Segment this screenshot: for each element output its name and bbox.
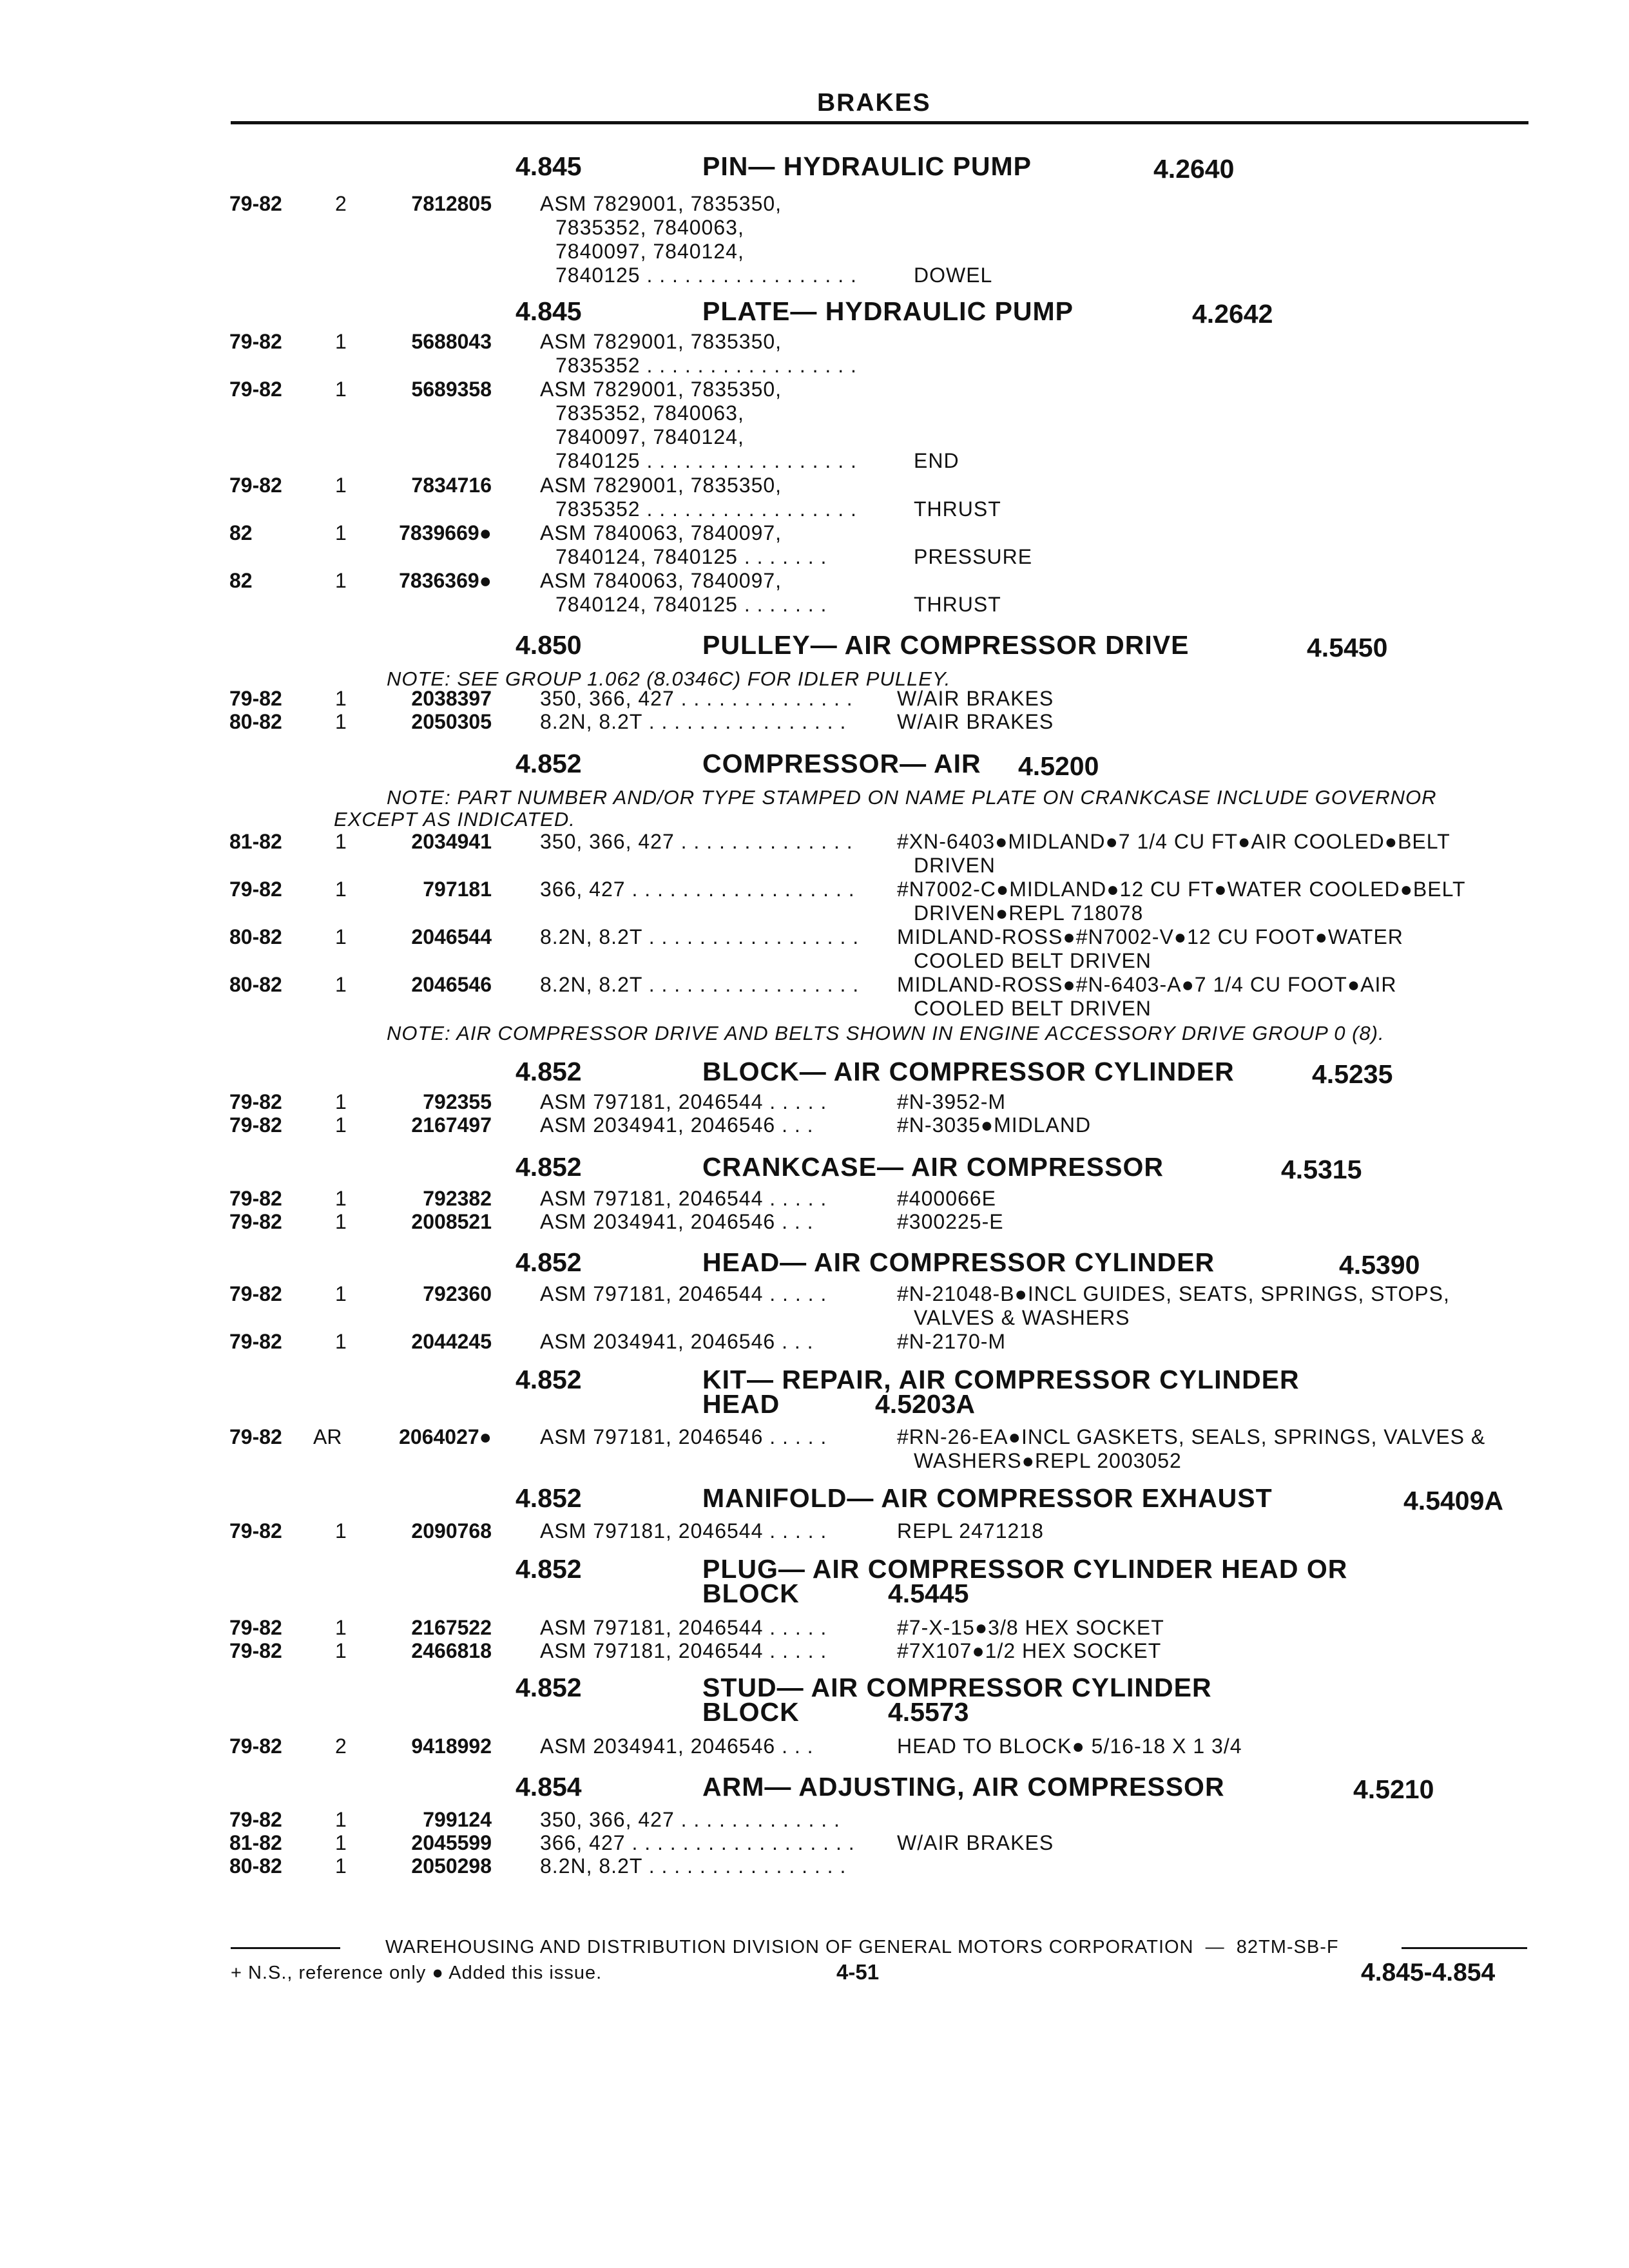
- description-line: MIDLAND-ROSS●#N7002-V●12 CU FOOT●WATER: [897, 925, 1403, 948]
- quantity: 1: [335, 1639, 347, 1662]
- usage-line: 7835352 . . . . . . . . . . . . . . . . .: [555, 354, 857, 377]
- quantity: 1: [335, 1330, 347, 1353]
- part-number: 2050298: [411, 1854, 492, 1878]
- quantity: 1: [335, 1808, 347, 1831]
- part-number: 792355: [423, 1090, 492, 1113]
- section-title: PIN— HYDRAULIC PUMP: [702, 151, 1032, 181]
- section-reference-number: 4.5573: [888, 1697, 969, 1727]
- group-number: 4.852: [516, 1247, 582, 1277]
- part-number: 2466818: [411, 1639, 492, 1662]
- part-number: 5688043: [411, 330, 492, 353]
- section-title: HEAD— AIR COMPRESSOR CYLINDER: [702, 1247, 1215, 1277]
- group-number: 4.852: [516, 749, 582, 778]
- description-line: COOLED BELT DRIVEN: [914, 997, 1152, 1020]
- usage-line: 350, 366, 427 . . . . . . . . . . . . . .: [540, 830, 853, 853]
- part-number: 2038397: [411, 687, 492, 710]
- description-line: #N-2170-M: [897, 1330, 1007, 1353]
- section-title-continued: HEAD: [702, 1389, 780, 1419]
- quantity: 1: [335, 710, 347, 733]
- group-number: 4.850: [516, 630, 582, 660]
- quantity: 1: [335, 1616, 347, 1639]
- quantity: 1: [335, 1210, 347, 1233]
- description-line: THRUST: [914, 497, 1001, 521]
- usage-line: 7840125 . . . . . . . . . . . . . . . . .: [555, 264, 857, 287]
- part-number: 7812805: [411, 192, 492, 215]
- section-title: COMPRESSOR— AIR: [702, 749, 981, 778]
- part-number: 2044245: [411, 1330, 492, 1353]
- usage-line: 7840124, 7840125 . . . . . . .: [555, 545, 827, 568]
- section-title: PULLEY— AIR COMPRESSOR DRIVE: [702, 630, 1190, 660]
- footer-rule-right: [1402, 1947, 1527, 1949]
- part-number: 2046546: [411, 973, 492, 996]
- description-line: THRUST: [914, 593, 1001, 616]
- usage-line: 7835352, 7840063,: [555, 401, 744, 425]
- section-reference-number: 4.5203A: [875, 1389, 976, 1419]
- description-line: END: [914, 449, 959, 472]
- description-line: HEAD TO BLOCK● 5/16-18 X 1 3/4: [897, 1735, 1242, 1758]
- usage-line: 8.2N, 8.2T . . . . . . . . . . . . . . . .: [540, 1854, 847, 1878]
- usage-line: 7835352 . . . . . . . . . . . . . . . . .: [555, 497, 857, 521]
- model-years: 79-82: [229, 1113, 282, 1137]
- footer-legend: + N.S., reference only ● Added this issue.: [231, 1963, 602, 1983]
- model-years: 79-82: [229, 192, 282, 215]
- model-years: 79-82: [229, 878, 282, 901]
- description-line: #XN-6403●MIDLAND●7 1/4 CU FT●AIR COOLED●BELT: [897, 830, 1451, 853]
- description-line: #N-21048-B●INCL GUIDES, SEATS, SPRINGS, STOPS,: [897, 1282, 1450, 1305]
- usage-line: ASM 797181, 2046544 . . . . .: [540, 1639, 827, 1662]
- model-years: 79-82: [229, 687, 282, 710]
- model-years: 81-82: [229, 1831, 282, 1854]
- part-number: 2008521: [411, 1210, 492, 1233]
- model-years: 80-82: [229, 925, 282, 948]
- section-title: STUD— AIR COMPRESSOR CYLINDER: [702, 1673, 1212, 1702]
- usage-line: ASM 2034941, 2046546 . . .: [540, 1113, 814, 1137]
- quantity: 1: [335, 925, 347, 948]
- part-number: 7839669●: [399, 521, 492, 544]
- usage-line: 7835352, 7840063,: [555, 216, 744, 239]
- section-reference-number: 4.5445: [888, 1579, 969, 1608]
- section-title: MANIFOLD— AIR COMPRESSOR EXHAUST: [702, 1483, 1273, 1513]
- quantity: 1: [335, 1831, 347, 1854]
- usage-line: 8.2N, 8.2T . . . . . . . . . . . . . . . . .: [540, 925, 860, 948]
- usage-line: 7840124, 7840125 . . . . . . .: [555, 593, 827, 616]
- section-title: CRANKCASE— AIR COMPRESSOR: [702, 1152, 1164, 1182]
- usage-line: 8.2N, 8.2T . . . . . . . . . . . . . . . .: [540, 710, 847, 733]
- group-number: 4.852: [516, 1483, 582, 1513]
- usage-line: ASM 797181, 2046544 . . . . .: [540, 1616, 827, 1639]
- section-reference-number: 4.5450: [1307, 633, 1388, 662]
- usage-line: ASM 7829001, 7835350,: [540, 474, 782, 497]
- section-reference-number: 4.5315: [1281, 1155, 1362, 1184]
- section-title-continued: BLOCK: [702, 1697, 800, 1727]
- section-reference-number: 4.2642: [1192, 299, 1273, 329]
- section-title: BLOCK— AIR COMPRESSOR CYLINDER: [702, 1057, 1235, 1086]
- model-years: 81-82: [229, 830, 282, 853]
- model-years: 82: [229, 569, 253, 592]
- group-number: 4.852: [516, 1152, 582, 1182]
- part-number: 9418992: [411, 1735, 492, 1758]
- section-title: ARM— ADJUSTING, AIR COMPRESSOR: [702, 1772, 1225, 1802]
- model-years: 79-82: [229, 1210, 282, 1233]
- model-years: 79-82: [229, 1425, 282, 1448]
- quantity: 1: [335, 830, 347, 853]
- usage-line: ASM 797181, 2046544 . . . . .: [540, 1187, 827, 1210]
- quantity: 1: [335, 1113, 347, 1137]
- footer-rule-left: [231, 1947, 340, 1949]
- model-years: 79-82: [229, 1616, 282, 1639]
- group-number: 4.852: [516, 1554, 582, 1584]
- usage-line: ASM 797181, 2046544 . . . . .: [540, 1090, 827, 1113]
- part-number: 2045599: [411, 1831, 492, 1854]
- section-reference-number: 4.5200: [1018, 751, 1099, 781]
- section-title: KIT— REPAIR, AIR COMPRESSOR CYLINDER: [702, 1365, 1300, 1394]
- description-line: DRIVEN: [914, 854, 996, 877]
- usage-line: ASM 797181, 2046546 . . . . .: [540, 1425, 827, 1448]
- quantity: 1: [335, 569, 347, 592]
- part-number: 7834716: [411, 474, 492, 497]
- section-note: NOTE: PART NUMBER AND/OR TYPE STAMPED ON NAME PLATE ON CRANKCASE INCLUDE GOVERNOR: [387, 786, 1437, 809]
- section-note: NOTE: SEE GROUP 1.062 (8.0346C) FOR IDLER PULLEY.: [387, 668, 951, 690]
- quantity: 1: [335, 1090, 347, 1113]
- group-number: 4.845: [516, 151, 582, 181]
- usage-line: ASM 7840063, 7840097,: [540, 569, 782, 592]
- usage-line: ASM 797181, 2046544 . . . . .: [540, 1282, 827, 1305]
- description-line: #N-3952-M: [897, 1090, 1007, 1113]
- group-number: 4.852: [516, 1365, 582, 1394]
- section-reference-number: 4.5235: [1312, 1059, 1393, 1089]
- part-number: 7836369●: [399, 569, 492, 592]
- usage-line: 366, 427 . . . . . . . . . . . . . . . . . .: [540, 1831, 855, 1854]
- quantity: 1: [335, 1282, 347, 1305]
- part-number: 2090768: [411, 1519, 492, 1542]
- quantity: 1: [335, 1854, 347, 1878]
- usage-line: ASM 7829001, 7835350,: [540, 378, 782, 401]
- quantity: 1: [335, 330, 347, 353]
- model-years: 79-82: [229, 1187, 282, 1210]
- part-number: 2046544: [411, 925, 492, 948]
- model-years: 79-82: [229, 474, 282, 497]
- description-line: W/AIR BRAKES: [897, 710, 1054, 733]
- usage-line: 8.2N, 8.2T . . . . . . . . . . . . . . . . .: [540, 973, 860, 996]
- description-line: #N7002-C●MIDLAND●12 CU FT●WATER COOLED●BELT: [897, 878, 1466, 901]
- part-number: 2050305: [411, 710, 492, 733]
- quantity: AR: [313, 1425, 342, 1448]
- usage-line: 7840125 . . . . . . . . . . . . . . . . .: [555, 449, 857, 472]
- section-reference-number: 4.2640: [1153, 154, 1235, 184]
- model-years: 79-82: [229, 1735, 282, 1758]
- usage-line: 7840097, 7840124,: [555, 240, 744, 263]
- footer-group-range: 4.845-4.854: [1361, 1959, 1496, 1986]
- description-line: COOLED BELT DRIVEN: [914, 949, 1152, 972]
- description-line: WASHERS●REPL 2003052: [914, 1449, 1182, 1472]
- usage-line: ASM 2034941, 2046546 . . .: [540, 1330, 814, 1353]
- part-number: 2167522: [411, 1616, 492, 1639]
- part-number: 792382: [423, 1187, 492, 1210]
- section-reference-number: 4.5210: [1353, 1774, 1434, 1804]
- description-line: #300225-E: [897, 1210, 1004, 1233]
- footer-publisher: WAREHOUSING AND DISTRIBUTION DIVISION OF GENERAL MOTORS CORPORATION — 82TM-SB-F: [385, 1937, 1339, 1957]
- usage-line: 7840097, 7840124,: [555, 425, 744, 448]
- model-years: 79-82: [229, 1519, 282, 1542]
- quantity: 1: [335, 1187, 347, 1210]
- group-number: 4.854: [516, 1772, 582, 1802]
- description-line: #400066E: [897, 1187, 996, 1210]
- group-number: 4.852: [516, 1057, 582, 1086]
- model-years: 79-82: [229, 1090, 282, 1113]
- header-rule: [231, 121, 1528, 124]
- model-years: 79-82: [229, 1808, 282, 1831]
- description-line: #7-X-15●3/8 HEX SOCKET: [897, 1616, 1164, 1639]
- quantity: 2: [335, 1735, 347, 1758]
- section-reference-number: 4.5409A: [1403, 1486, 1504, 1515]
- model-years: 79-82: [229, 330, 282, 353]
- description-line: #7X107●1/2 HEX SOCKET: [897, 1639, 1162, 1662]
- model-years: 82: [229, 521, 253, 544]
- usage-line: ASM 797181, 2046544 . . . . .: [540, 1519, 827, 1542]
- usage-line: ASM 7829001, 7835350,: [540, 192, 782, 215]
- description-line: REPL 2471218: [897, 1519, 1044, 1542]
- model-years: 79-82: [229, 1330, 282, 1353]
- quantity: 1: [335, 973, 347, 996]
- usage-line: ASM 7829001, 7835350,: [540, 330, 782, 353]
- footer-page-number: 4-51: [836, 1960, 880, 1984]
- description-line: #RN-26-EA●INCL GASKETS, SEALS, SPRINGS, VALVES &: [897, 1425, 1486, 1448]
- description-line: DRIVEN●REPL 718078: [914, 901, 1144, 925]
- quantity: 1: [335, 687, 347, 710]
- quantity: 1: [335, 878, 347, 901]
- section-note: NOTE: AIR COMPRESSOR DRIVE AND BELTS SHOWN IN ENGINE ACCESSORY DRIVE GROUP 0 (8).: [387, 1022, 1385, 1044]
- part-number: 792360: [423, 1282, 492, 1305]
- model-years: 80-82: [229, 973, 282, 996]
- section-title: PLATE— HYDRAULIC PUMP: [702, 296, 1074, 326]
- quantity: 1: [335, 378, 347, 401]
- page-header-title: BRAKES: [817, 89, 931, 117]
- model-years: 80-82: [229, 710, 282, 733]
- usage-line: ASM 2034941, 2046546 . . .: [540, 1735, 814, 1758]
- usage-line: 366, 427 . . . . . . . . . . . . . . . . . .: [540, 878, 855, 901]
- description-line: #N-3035●MIDLAND: [897, 1113, 1092, 1137]
- usage-line: ASM 7840063, 7840097,: [540, 521, 782, 544]
- description-line: VALVES & WASHERS: [914, 1306, 1130, 1329]
- usage-line: 350, 366, 427 . . . . . . . . . . . . . .: [540, 687, 853, 710]
- part-number: 797181: [423, 878, 492, 901]
- section-title: PLUG— AIR COMPRESSOR CYLINDER HEAD OR: [702, 1554, 1348, 1584]
- model-years: 79-82: [229, 1282, 282, 1305]
- section-reference-number: 4.5390: [1339, 1250, 1420, 1280]
- part-number: 2167497: [411, 1113, 492, 1137]
- description-line: PRESSURE: [914, 545, 1033, 568]
- description-line: MIDLAND-ROSS●#N-6403-A●7 1/4 CU FOOT●AIR: [897, 973, 1397, 996]
- quantity: 1: [335, 1519, 347, 1542]
- quantity: 1: [335, 474, 347, 497]
- part-number: 799124: [423, 1808, 492, 1831]
- section-note: EXCEPT AS INDICATED.: [334, 808, 575, 831]
- model-years: 79-82: [229, 1639, 282, 1662]
- description-line: DOWEL: [914, 264, 993, 287]
- part-number: 2034941: [411, 830, 492, 853]
- quantity: 1: [335, 521, 347, 544]
- group-number: 4.852: [516, 1673, 582, 1702]
- description-line: W/AIR BRAKES: [897, 1831, 1054, 1854]
- usage-line: ASM 2034941, 2046546 . . .: [540, 1210, 814, 1233]
- quantity: 2: [335, 192, 347, 215]
- part-number: 2064027●: [399, 1425, 492, 1448]
- model-years: 79-82: [229, 378, 282, 401]
- usage-line: 350, 366, 427 . . . . . . . . . . . . .: [540, 1808, 840, 1831]
- description-line: W/AIR BRAKES: [897, 687, 1054, 710]
- part-number: 5689358: [411, 378, 492, 401]
- group-number: 4.845: [516, 296, 582, 326]
- model-years: 80-82: [229, 1854, 282, 1878]
- section-title-continued: BLOCK: [702, 1579, 800, 1608]
